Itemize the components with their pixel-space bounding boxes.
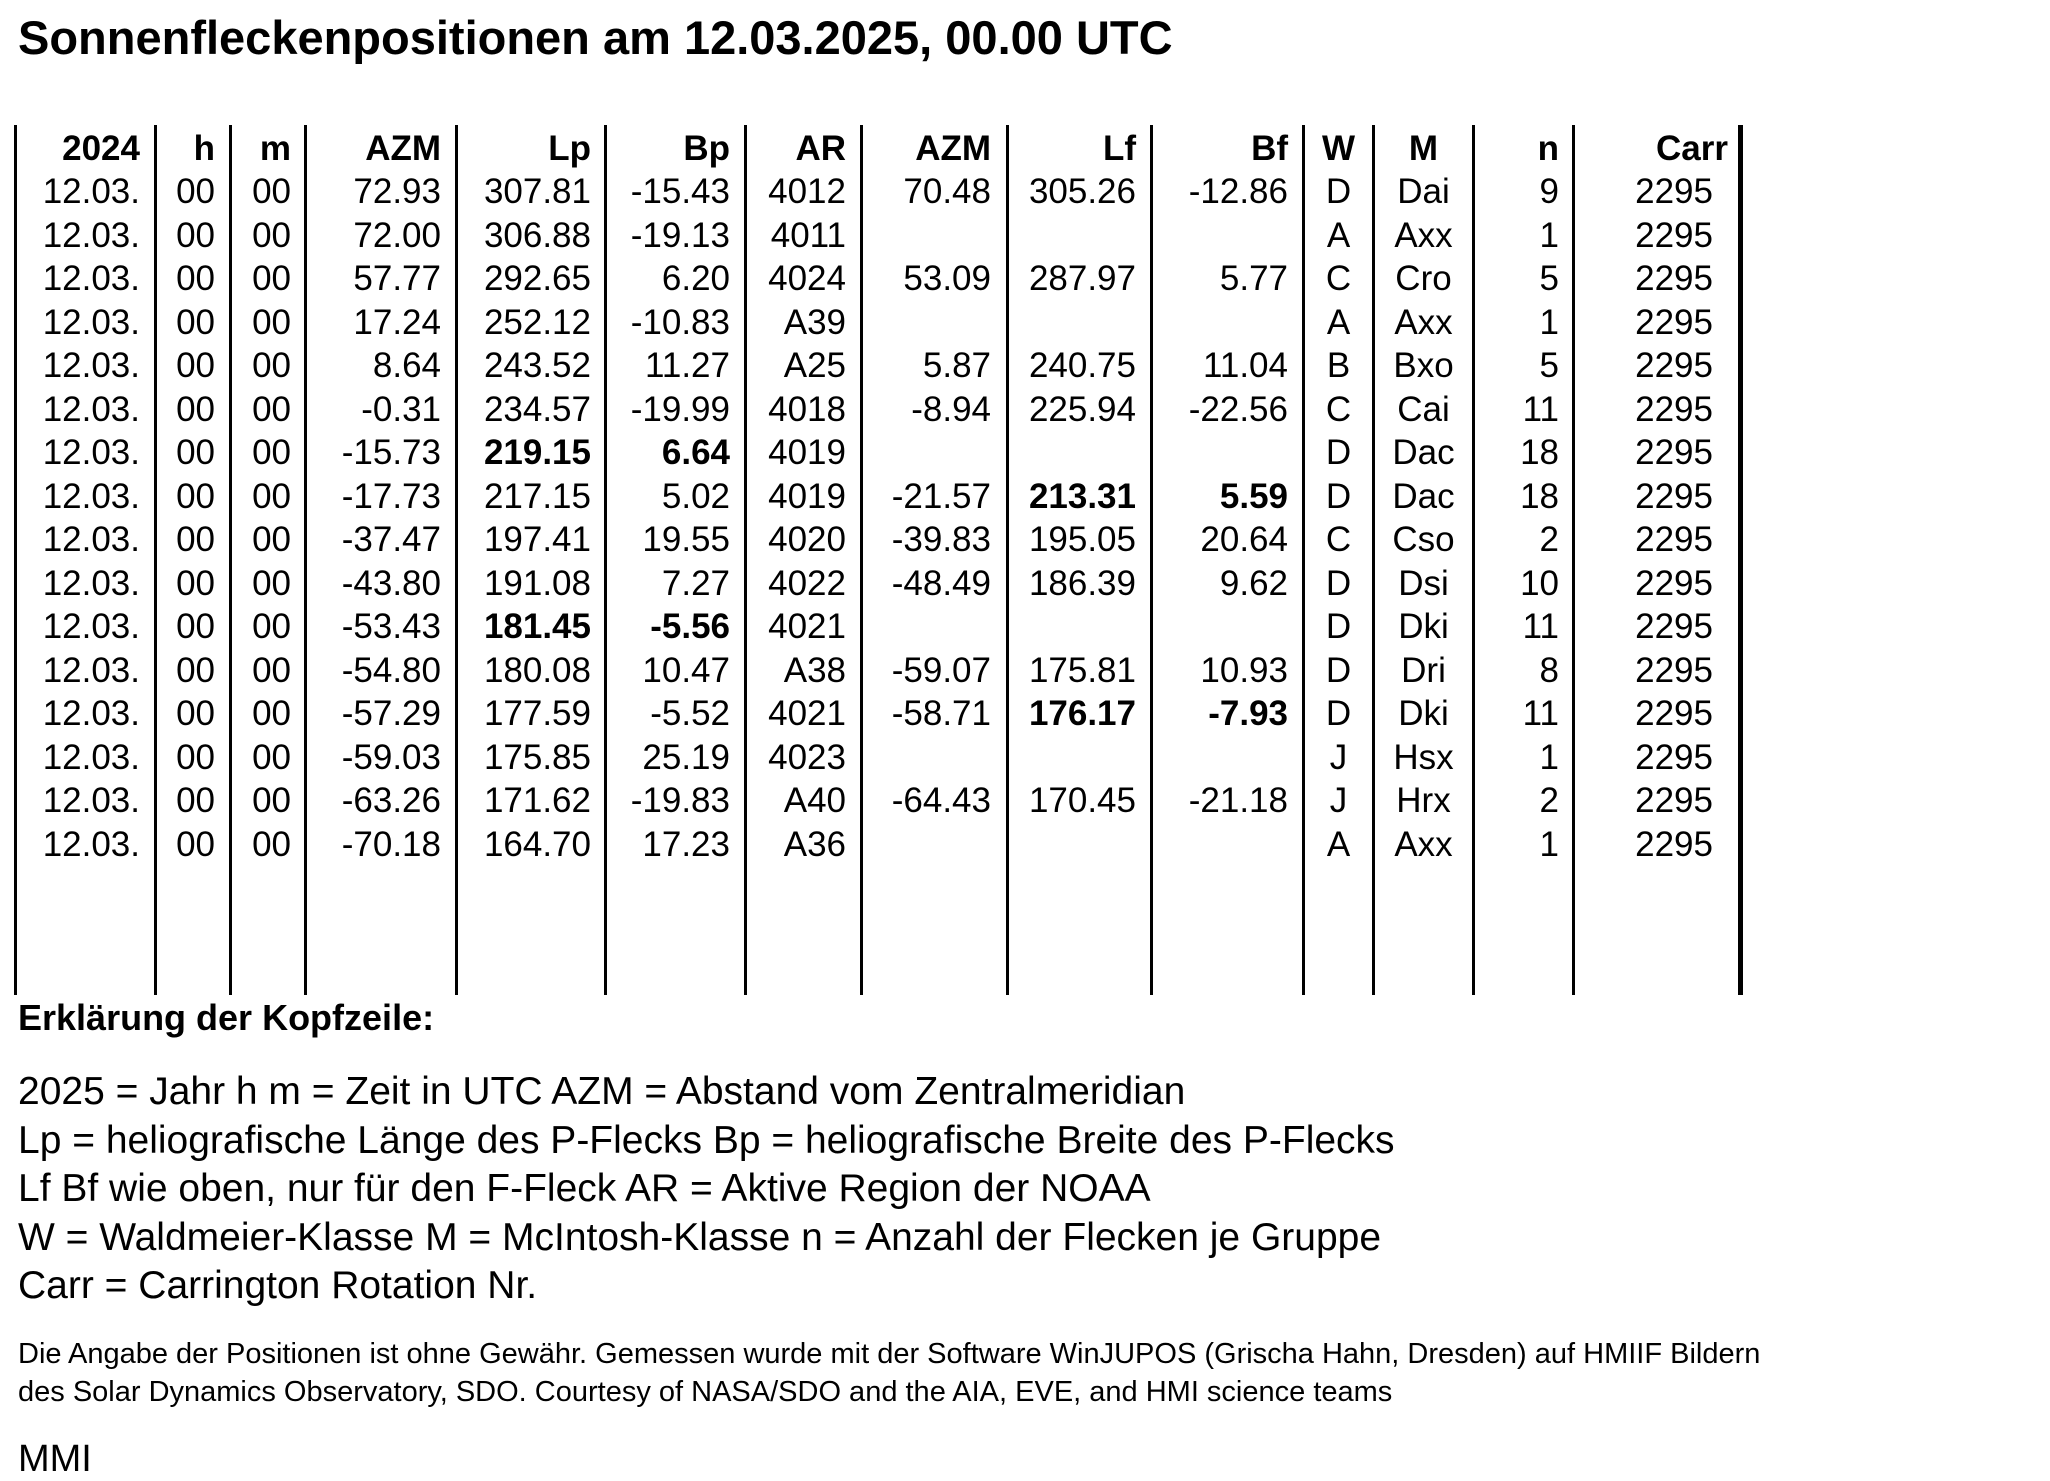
cell-count: 11 bbox=[1522, 694, 1559, 733]
cell-azm-f: -8.94 bbox=[911, 389, 991, 429]
legend-line: Lp = heliografische Länge des P-Flecks Bp = heliografische Breite des P-Flecks bbox=[18, 1118, 1395, 1162]
cell-carrington: 2295 bbox=[1635, 172, 1713, 211]
cell-mcintosh: Cai bbox=[1397, 389, 1450, 429]
cell-bp: -15.43 bbox=[630, 172, 730, 211]
cell-count: 18 bbox=[1520, 433, 1559, 472]
cell-waldmeier: D bbox=[1325, 694, 1352, 733]
cell-azm-f: -58.71 bbox=[891, 694, 991, 733]
cell-ar: 4019 bbox=[768, 433, 846, 472]
cell-carrington: 2295 bbox=[1635, 302, 1713, 342]
cell-ar: A39 bbox=[783, 302, 846, 342]
cell-hour: 00 bbox=[176, 650, 215, 690]
disclaimer-note bbox=[18, 1335, 1760, 1411]
cell-minute: 00 bbox=[252, 781, 291, 820]
table-row bbox=[0, 214, 1760, 258]
cell-mcintosh: Dki bbox=[1398, 607, 1449, 646]
cell-waldmeier: C bbox=[1325, 259, 1352, 298]
cell-hour: 00 bbox=[176, 607, 215, 646]
cell-date: 12.03. bbox=[42, 259, 140, 298]
cell-lp: 234.57 bbox=[483, 389, 591, 429]
cell-mcintosh: Hsx bbox=[1393, 737, 1454, 777]
cell-mcintosh: Axx bbox=[1394, 302, 1453, 342]
table-row bbox=[0, 388, 1760, 432]
cell-minute: 00 bbox=[252, 694, 291, 733]
legend-line: W = Waldmeier-Klasse M = McIntosh-Klasse n = Anzahl der Flecken je Gruppe bbox=[18, 1215, 1382, 1259]
header-minute: m bbox=[259, 129, 291, 168]
cell-azm-f: -39.83 bbox=[891, 520, 991, 559]
cell-carrington: 2295 bbox=[1635, 650, 1713, 690]
cell-azm-f bbox=[855, 431, 991, 475]
cell-ar: 4021 bbox=[768, 694, 846, 733]
cell-count: 5 bbox=[1539, 259, 1559, 298]
cell-count: 8 bbox=[1539, 650, 1559, 690]
cell-azm-f: 70.48 bbox=[903, 172, 991, 211]
table-row bbox=[0, 257, 1760, 301]
cell-date: 12.03. bbox=[42, 302, 140, 342]
cell-minute: 00 bbox=[252, 389, 291, 429]
sunspot-table bbox=[0, 125, 1760, 995]
cell-lf bbox=[1000, 301, 1136, 345]
cell-carrington: 2295 bbox=[1635, 781, 1713, 820]
cell-mcintosh: Dri bbox=[1401, 650, 1446, 690]
cell-count: 11 bbox=[1522, 607, 1559, 646]
table-row bbox=[0, 692, 1760, 736]
cell-azm-p: 57.77 bbox=[353, 259, 441, 298]
cell-azm-f: -64.43 bbox=[891, 781, 991, 820]
cell-waldmeier: C bbox=[1325, 389, 1352, 429]
cell-bf: 5.59 bbox=[1219, 476, 1288, 516]
cell-bp: -5.56 bbox=[650, 607, 730, 646]
cell-date: 12.03. bbox=[42, 172, 140, 211]
cell-lp: 307.81 bbox=[483, 172, 591, 211]
cell-carrington: 2295 bbox=[1635, 389, 1713, 429]
cell-waldmeier: D bbox=[1325, 607, 1352, 646]
cell-lf bbox=[1000, 736, 1136, 780]
cell-hour: 00 bbox=[176, 389, 215, 429]
cell-bf: 10.93 bbox=[1200, 650, 1288, 690]
cell-azm-f: -21.57 bbox=[891, 476, 991, 516]
cell-count: 9 bbox=[1539, 172, 1559, 211]
legend-line: Carr = Carrington Rotation Nr. bbox=[18, 1264, 538, 1307]
cell-lp: 219.15 bbox=[483, 433, 591, 472]
cell-bp: -19.99 bbox=[630, 389, 730, 429]
cell-count: 1 bbox=[1539, 215, 1559, 255]
cell-lp: 164.70 bbox=[483, 824, 591, 864]
cell-minute: 00 bbox=[252, 302, 291, 342]
cell-carrington: 2295 bbox=[1635, 215, 1713, 255]
cell-carrington: 2295 bbox=[1635, 737, 1713, 777]
author-signature: MMI bbox=[18, 1438, 92, 1480]
cell-count: 18 bbox=[1520, 476, 1559, 516]
cell-waldmeier: D bbox=[1325, 650, 1352, 690]
cell-ar: 4012 bbox=[768, 172, 846, 211]
cell-carrington: 2295 bbox=[1635, 346, 1713, 385]
table-row bbox=[0, 823, 1760, 867]
cell-ar: 4024 bbox=[768, 259, 846, 298]
table-header-row bbox=[0, 127, 1760, 171]
cell-lf: 175.81 bbox=[1028, 650, 1136, 690]
cell-waldmeier: D bbox=[1325, 172, 1352, 211]
cell-azm-p: -59.03 bbox=[341, 737, 441, 777]
header-waldmeier: W bbox=[1321, 129, 1356, 168]
legend-line: 2025 = Jahr h m = Zeit in UTC AZM = Abstand vom Zentralmeridian bbox=[18, 1070, 1186, 1113]
cell-count: 5 bbox=[1539, 346, 1559, 385]
cell-lp: 191.08 bbox=[483, 563, 591, 603]
cell-mcintosh: Dac bbox=[1392, 476, 1455, 516]
cell-carrington: 2295 bbox=[1635, 824, 1713, 864]
cell-bf bbox=[1145, 214, 1288, 258]
cell-carrington: 2295 bbox=[1635, 694, 1713, 733]
cell-mcintosh: Dki bbox=[1398, 694, 1449, 733]
cell-bp: 11.27 bbox=[645, 346, 730, 385]
cell-lf bbox=[1000, 605, 1136, 649]
cell-minute: 00 bbox=[252, 346, 291, 385]
cell-azm-f bbox=[855, 214, 991, 258]
cell-bf bbox=[1145, 823, 1288, 867]
cell-mcintosh: Bxo bbox=[1393, 346, 1454, 385]
cell-bf bbox=[1145, 605, 1288, 649]
cell-lp: 292.65 bbox=[483, 259, 591, 298]
cell-hour: 00 bbox=[176, 563, 215, 603]
cell-count: 1 bbox=[1539, 824, 1559, 864]
cell-hour: 00 bbox=[176, 433, 215, 472]
cell-lp: 306.88 bbox=[483, 215, 591, 255]
cell-ar: 4018 bbox=[768, 389, 846, 429]
cell-carrington: 2295 bbox=[1635, 520, 1713, 559]
cell-azm-p: -15.73 bbox=[341, 433, 441, 472]
cell-bp: -10.83 bbox=[630, 302, 730, 342]
cell-date: 12.03. bbox=[42, 781, 140, 820]
table-row bbox=[0, 170, 1760, 214]
cell-azm-p: 8.64 bbox=[372, 346, 441, 385]
table-row bbox=[0, 344, 1760, 388]
cell-mcintosh: Axx bbox=[1394, 215, 1453, 255]
cell-lf: 195.05 bbox=[1028, 520, 1136, 559]
cell-ar: A36 bbox=[783, 824, 846, 864]
cell-azm-p: 72.00 bbox=[353, 215, 441, 255]
header-mcintosh: M bbox=[1408, 129, 1439, 168]
cell-ar: 4022 bbox=[768, 563, 846, 603]
cell-count: 2 bbox=[1539, 781, 1559, 820]
cell-waldmeier: J bbox=[1329, 781, 1348, 820]
cell-lp: 217.15 bbox=[483, 476, 591, 516]
cell-minute: 00 bbox=[252, 259, 291, 298]
cell-hour: 00 bbox=[176, 694, 215, 733]
cell-hour: 00 bbox=[176, 215, 215, 255]
disclaimer-line: des Solar Dynamics Observatory, SDO. Courtesy of NASA/SDO and the AIA, EVE, and HMI science teams bbox=[18, 1376, 1393, 1408]
cell-lf: 176.17 bbox=[1028, 694, 1136, 733]
cell-lf: 213.31 bbox=[1028, 476, 1136, 516]
cell-carrington: 2295 bbox=[1635, 607, 1713, 646]
header-ar: AR bbox=[795, 129, 846, 168]
cell-bf: -22.56 bbox=[1188, 389, 1288, 429]
cell-carrington: 2295 bbox=[1635, 433, 1713, 472]
cell-waldmeier: A bbox=[1326, 824, 1351, 864]
cell-date: 12.03. bbox=[42, 694, 140, 733]
cell-mcintosh: Dac bbox=[1392, 433, 1455, 472]
cell-date: 12.03. bbox=[42, 824, 140, 864]
cell-lf: 305.26 bbox=[1028, 172, 1136, 211]
cell-azm-p: -63.26 bbox=[341, 781, 441, 820]
header-lp: Lp bbox=[548, 129, 591, 168]
cell-waldmeier: J bbox=[1329, 737, 1348, 777]
cell-minute: 00 bbox=[252, 563, 291, 603]
cell-bp: 6.64 bbox=[661, 433, 730, 472]
cell-waldmeier: D bbox=[1325, 433, 1352, 472]
cell-hour: 00 bbox=[176, 520, 215, 559]
cell-bf bbox=[1145, 301, 1288, 345]
cell-date: 12.03. bbox=[42, 650, 140, 690]
cell-bp: 17.23 bbox=[642, 824, 730, 864]
cell-hour: 00 bbox=[176, 781, 215, 820]
cell-ar: A38 bbox=[783, 650, 846, 690]
cell-date: 12.03. bbox=[42, 563, 140, 603]
cell-waldmeier: A bbox=[1326, 302, 1351, 342]
table-row bbox=[0, 562, 1760, 606]
cell-date: 12.03. bbox=[42, 346, 140, 385]
cell-lp: 181.45 bbox=[483, 607, 591, 646]
cell-bf bbox=[1145, 431, 1288, 475]
cell-hour: 00 bbox=[176, 172, 215, 211]
cell-azm-f bbox=[855, 823, 991, 867]
header-count: n bbox=[1537, 129, 1559, 168]
cell-lf: 225.94 bbox=[1028, 389, 1136, 429]
header-carrington: Carr bbox=[1656, 129, 1728, 168]
cell-lp: 243.52 bbox=[483, 346, 591, 385]
cell-bp: -19.83 bbox=[630, 781, 730, 820]
page-title: Sonnenfleckenpositionen am 12.03.2025, 00.00 UTC bbox=[18, 11, 1173, 64]
header-lf: Lf bbox=[1102, 129, 1136, 168]
cell-bp: -5.52 bbox=[650, 694, 730, 733]
cell-lf: 287.97 bbox=[1028, 259, 1136, 298]
cell-mcintosh: Dai bbox=[1397, 172, 1450, 211]
cell-waldmeier: A bbox=[1326, 215, 1351, 255]
cell-lf bbox=[1000, 431, 1136, 475]
cell-bf: 5.77 bbox=[1219, 259, 1288, 298]
cell-mcintosh: Dsi bbox=[1398, 563, 1449, 603]
cell-hour: 00 bbox=[176, 302, 215, 342]
cell-minute: 00 bbox=[252, 737, 291, 777]
cell-mcintosh: Cso bbox=[1392, 520, 1455, 559]
cell-date: 12.03. bbox=[42, 433, 140, 472]
cell-lp: 175.85 bbox=[483, 737, 591, 777]
cell-count: 10 bbox=[1520, 563, 1559, 603]
cell-azm-f: 53.09 bbox=[903, 259, 991, 298]
cell-azm-p: -70.18 bbox=[341, 824, 441, 864]
table-row bbox=[0, 605, 1760, 649]
cell-bp: 10.47 bbox=[642, 650, 730, 690]
cell-bf: 11.04 bbox=[1203, 346, 1288, 385]
cell-carrington: 2295 bbox=[1635, 563, 1713, 603]
header-bf: Bf bbox=[1251, 129, 1288, 168]
cell-azm-p: -17.73 bbox=[341, 476, 441, 516]
cell-azm-p: -54.80 bbox=[341, 650, 441, 690]
cell-minute: 00 bbox=[252, 650, 291, 690]
cell-carrington: 2295 bbox=[1635, 259, 1713, 298]
legend bbox=[18, 1068, 1395, 1311]
cell-ar: 4021 bbox=[768, 607, 846, 646]
cell-azm-f: -48.49 bbox=[891, 563, 991, 603]
table-row bbox=[0, 518, 1760, 562]
cell-hour: 00 bbox=[176, 824, 215, 864]
cell-bp: 5.02 bbox=[661, 476, 730, 516]
cell-minute: 00 bbox=[252, 520, 291, 559]
cell-lf bbox=[1000, 823, 1136, 867]
header-bp: Bp bbox=[683, 129, 730, 168]
cell-bf: -7.93 bbox=[1208, 694, 1288, 733]
cell-minute: 00 bbox=[252, 476, 291, 516]
cell-bp: 7.27 bbox=[661, 563, 730, 603]
cell-bf: 9.62 bbox=[1219, 563, 1288, 603]
cell-minute: 00 bbox=[252, 172, 291, 211]
cell-azm-f bbox=[855, 605, 991, 649]
header-azm-p: AZM bbox=[365, 129, 441, 168]
disclaimer-line: Die Angabe der Positionen ist ohne Gewähr. Gemessen wurde mit der Software WinJUPOS (Grischa Hahn, Dresden) auf HMIIF Bildern bbox=[18, 1338, 1761, 1370]
legend-line: Lf Bf wie oben, nur für den F-Fleck AR = Aktive Region der NOAA bbox=[18, 1167, 1151, 1210]
cell-bp: 25.19 bbox=[642, 737, 730, 777]
cell-date: 12.03. bbox=[42, 476, 140, 516]
cell-count: 2 bbox=[1539, 520, 1559, 559]
cell-count: 1 bbox=[1539, 302, 1559, 342]
cell-date: 12.03. bbox=[42, 520, 140, 559]
cell-bf: 20.64 bbox=[1200, 520, 1288, 559]
cell-minute: 00 bbox=[252, 433, 291, 472]
cell-azm-f: -59.07 bbox=[891, 650, 991, 690]
cell-mcintosh: Axx bbox=[1394, 824, 1453, 864]
table-row bbox=[0, 475, 1760, 519]
table-row bbox=[0, 301, 1760, 345]
cell-mcintosh: Hrx bbox=[1396, 781, 1451, 820]
cell-lf bbox=[1000, 214, 1136, 258]
cell-hour: 00 bbox=[176, 259, 215, 298]
cell-lp: 180.08 bbox=[483, 650, 591, 690]
cell-lf: 170.45 bbox=[1028, 781, 1136, 820]
cell-count: 11 bbox=[1522, 389, 1559, 429]
cell-lp: 171.62 bbox=[483, 781, 591, 820]
header-hour: h bbox=[193, 129, 215, 168]
cell-hour: 00 bbox=[176, 737, 215, 777]
cell-azm-f: 5.87 bbox=[922, 346, 991, 385]
cell-ar: A25 bbox=[783, 346, 846, 385]
cell-bf bbox=[1145, 736, 1288, 780]
cell-azm-f bbox=[855, 301, 991, 345]
cell-bp: 6.20 bbox=[661, 259, 730, 298]
legend-title: Erklärung der Kopfzeile: bbox=[18, 997, 435, 1038]
cell-azm-p: -43.80 bbox=[341, 563, 441, 603]
cell-azm-p: 72.93 bbox=[353, 172, 441, 211]
cell-bp: -19.13 bbox=[630, 215, 730, 255]
cell-waldmeier: C bbox=[1325, 520, 1352, 559]
cell-lp: 197.41 bbox=[483, 520, 591, 559]
cell-ar: 4011 bbox=[770, 215, 846, 255]
cell-date: 12.03. bbox=[42, 389, 140, 429]
cell-lf: 186.39 bbox=[1028, 563, 1136, 603]
table-row bbox=[0, 736, 1760, 780]
cell-date: 12.03. bbox=[42, 607, 140, 646]
table-row bbox=[0, 649, 1760, 693]
table-row bbox=[0, 431, 1760, 475]
cell-minute: 00 bbox=[252, 824, 291, 864]
cell-date: 12.03. bbox=[42, 215, 140, 255]
cell-bf: -12.86 bbox=[1188, 172, 1288, 211]
cell-bp: 19.55 bbox=[642, 520, 730, 559]
cell-azm-p: -37.47 bbox=[341, 520, 441, 559]
header-azm-f: AZM bbox=[915, 129, 991, 168]
cell-ar: 4020 bbox=[768, 520, 846, 559]
cell-minute: 00 bbox=[252, 215, 291, 255]
cell-carrington: 2295 bbox=[1635, 476, 1713, 516]
cell-minute: 00 bbox=[252, 607, 291, 646]
cell-waldmeier: B bbox=[1326, 346, 1351, 385]
cell-ar: 4023 bbox=[768, 737, 846, 777]
cell-ar: 4019 bbox=[768, 476, 846, 516]
cell-azm-p: -57.29 bbox=[341, 694, 441, 733]
cell-date: 12.03. bbox=[42, 737, 140, 777]
cell-lf: 240.75 bbox=[1028, 346, 1136, 385]
cell-ar: A40 bbox=[783, 781, 846, 820]
cell-hour: 00 bbox=[176, 346, 215, 385]
cell-waldmeier: D bbox=[1325, 476, 1352, 516]
cell-lp: 252.12 bbox=[483, 302, 591, 342]
header-year: 2024 bbox=[62, 129, 140, 168]
cell-azm-p: -53.43 bbox=[341, 607, 441, 646]
cell-mcintosh: Cro bbox=[1395, 259, 1452, 298]
cell-azm-f bbox=[855, 736, 991, 780]
cell-waldmeier: D bbox=[1325, 563, 1352, 603]
cell-azm-p: 17.24 bbox=[353, 302, 441, 342]
cell-azm-p: -0.31 bbox=[361, 389, 441, 429]
cell-lp: 177.59 bbox=[483, 694, 591, 733]
cell-count: 1 bbox=[1539, 737, 1559, 777]
cell-bf: -21.18 bbox=[1188, 781, 1288, 820]
table-row bbox=[0, 779, 1760, 823]
cell-hour: 00 bbox=[176, 476, 215, 516]
